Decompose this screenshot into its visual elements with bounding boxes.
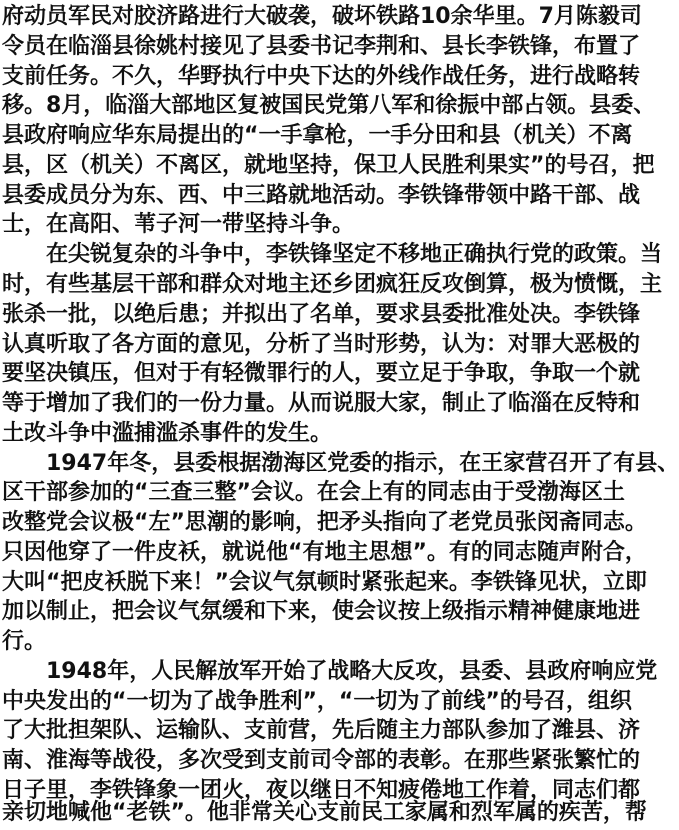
text-line: 要坚决镇压，但对于有轻微罪行的人，要立足于争取，争取一个就	[2, 361, 641, 386]
text-line: 时，有些基层干部和群众对地主还乡团疯狂反攻倒算，极为愤慨，主	[2, 272, 663, 297]
paragraph-start-line: 1948年，人民解放军开始了战略大反攻，县委、县政府响应党	[46, 659, 658, 684]
text-line: 士，在高阳、苇子河一带坚持斗争。	[2, 212, 355, 237]
text-line: 张杀一批，以绝后患；并拟出了名单，要求县委批准处决。李铁锋	[2, 302, 641, 327]
text-line: 改整党会议极“左”思潮的影响，把矛头指向了老党员张闵斋同志。	[2, 510, 647, 535]
text-line: 府动员军民对胶济路进行大破袭，破坏铁路10余华里。7月陈毅司	[2, 4, 642, 29]
text-line: 加以制止，把会议气氛缓和下来，使会议按上级指示精神健康地进	[2, 599, 641, 624]
text-line: 亲切地喊他“老铁”。他非常关心支前民工家属和烈军属的疾苦，帮	[2, 800, 647, 825]
text-line: 只因他穿了一件皮袄，就说他“有地主思想”。有的同志随声附合，	[2, 540, 647, 565]
paragraph-start-line: 1947年冬，县委根据渤海区党委的指示，在王家营召开了有县、	[46, 451, 679, 476]
text-line: 日子里，李铁锋象一团火，夜以继日不知疲倦地工作着，同志们都	[2, 778, 641, 803]
paragraph-start-line: 在尖锐复杂的斗争中，李铁锋坚定不移地正确执行党的政策。当	[46, 242, 663, 267]
text-line: 移。8月，临淄大部地区复被国民党第八军和徐振中部占领。县委、	[2, 93, 656, 118]
text-line: 认真听取了各方面的意见，分析了当时形势，认为：对罪大恶极的	[2, 332, 641, 357]
text-line: 支前任务。不久，华野执行中央下达的外线作战任务，进行战略转	[2, 64, 641, 89]
text-line: 了大批担架队、运输队、支前营，先后随主力部队参加了潍县、济	[2, 718, 641, 743]
text-line: 县政府响应华东局提出的“一手拿枪，一手分田和县（机关）不离	[2, 123, 633, 148]
text-line: 行。	[2, 629, 47, 654]
text-line: 县，区（机关）不离区，就地坚持，保卫人民胜利果实”的号召，把	[2, 153, 655, 178]
text-line: 令员在临淄县徐姚村接见了县委书记李荆和、县长李铁锋，布置了	[2, 34, 641, 59]
text-line: 中央发出的“一切为了战争胜利”，“一切为了前线”的号召，组织	[2, 689, 632, 714]
text-line: 土改斗争中滥捕滥杀事件的发生。	[2, 421, 333, 446]
text-line: 区干部参加的“三查三整”会议。在会上有的同志由于受渤海区土	[2, 480, 625, 505]
text-line: 大叫“把皮袄脱下来！”会议气氛顿时紧张起来。李铁锋见状，立即	[2, 570, 647, 595]
text-line: 等于增加了我们的一份力量。从而说服大家，制止了临淄在反特和	[2, 391, 641, 416]
text-line: 南、淮海等战役，多次受到支前司令部的表彰。在那些紧张繁忙的	[2, 748, 641, 773]
text-line: 县委成员分为东、西、中三路就地活动。李铁锋带领中路干部、战	[2, 183, 641, 208]
